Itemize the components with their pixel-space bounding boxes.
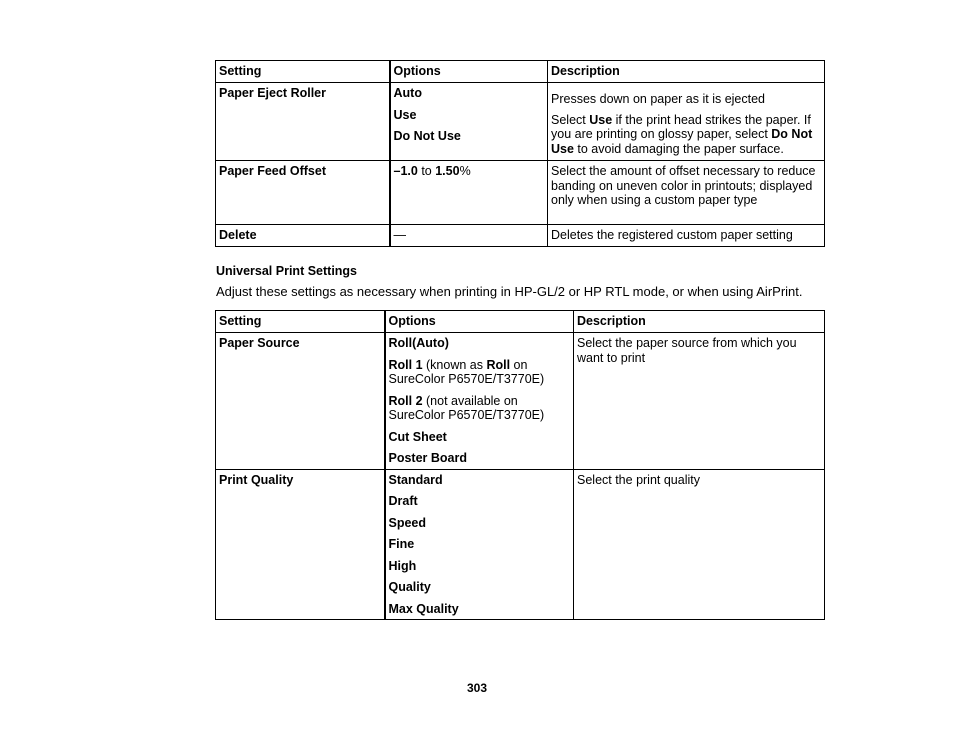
table-row	[216, 225, 825, 247]
section-intro: Adjust these settings as necessary when printing in HP-GL/2 or HP RTL mode, or when using AirPrint.	[216, 284, 803, 299]
option-item: Roll(Auto)	[388, 336, 449, 350]
options-cell	[385, 333, 574, 470]
table-row	[216, 333, 825, 470]
option-item: High	[388, 558, 417, 573]
description-cell: Select the paper source from which you want to print	[574, 333, 825, 470]
options-cell: —	[390, 225, 548, 247]
description-cell: Select the amount of offset necessary to reduce banding on uneven color in printouts; displayed only when using a custom paper type	[548, 161, 825, 225]
option-item: Auto	[393, 86, 422, 100]
option-item: Roll 1 (known as Roll on SureColor P6570E/T3770E)	[388, 357, 545, 386]
column-header: Setting	[216, 61, 390, 83]
column-header: Options	[385, 311, 574, 333]
settings-table-1	[215, 60, 825, 247]
description-cell	[548, 83, 825, 161]
table-row	[216, 469, 825, 620]
column-header: Options	[390, 61, 548, 83]
option-item: Quality	[388, 580, 431, 594]
column-header: Description	[574, 311, 825, 333]
section-heading: Universal Print Settings	[216, 264, 358, 278]
table-row	[216, 161, 825, 225]
setting-cell: Paper Eject Roller	[216, 83, 390, 161]
option-item: Max Quality	[388, 601, 459, 616]
option-item: Fine	[388, 537, 415, 551]
column-header: Description	[548, 61, 825, 83]
option-item: Use	[393, 107, 417, 122]
options-cell	[390, 83, 548, 161]
description-cell: Deletes the registered custom paper setting	[548, 225, 825, 247]
page-number: 303	[466, 681, 488, 695]
options-cell	[385, 469, 574, 620]
table-row	[216, 83, 825, 161]
description-text: Presses down on paper as it is ejected	[551, 92, 766, 106]
option-item: Poster Board	[388, 451, 467, 465]
option-item: Do Not Use	[393, 129, 461, 143]
options-cell: –1.0 to 1.50%	[390, 161, 548, 225]
setting-cell: Paper Feed Offset	[216, 161, 390, 225]
setting-cell: Delete	[216, 225, 390, 247]
option-item: Draft	[388, 494, 418, 508]
description-text: Select Use if the print head strikes the paper. If you are printing on glossy paper, select Do Not Use to avoid damaging the paper surface.	[551, 112, 813, 156]
setting-cell: Print Quality	[216, 469, 385, 620]
table-header-row	[216, 61, 825, 83]
description-cell: Select the print quality	[574, 469, 825, 620]
setting-cell: Paper Source	[216, 333, 385, 470]
table-header-row	[216, 311, 825, 333]
option-item: Cut Sheet	[388, 429, 447, 444]
settings-table-2	[215, 310, 825, 620]
option-item: Speed	[388, 515, 427, 530]
option-item: Roll 2 (not available on SureColor P6570E/T3770E)	[388, 393, 545, 422]
column-header: Setting	[216, 311, 385, 333]
option-item: Standard	[388, 472, 443, 487]
